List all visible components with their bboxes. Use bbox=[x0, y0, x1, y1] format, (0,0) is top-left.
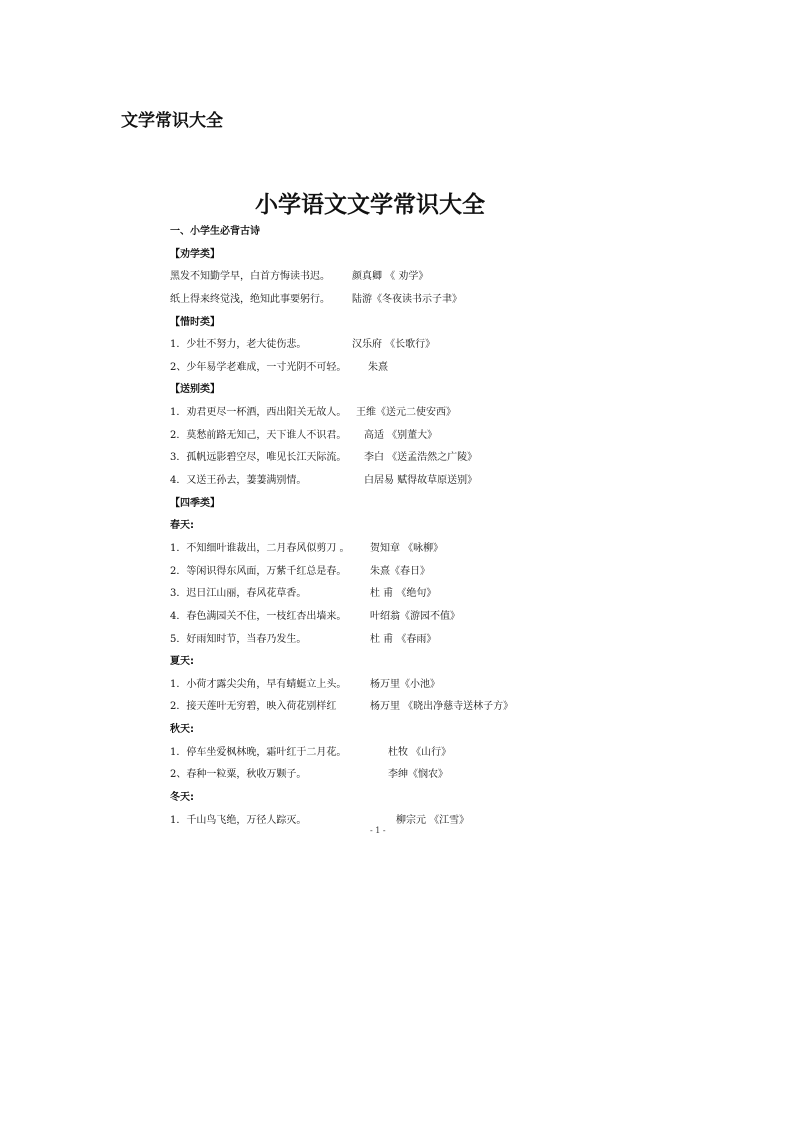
poem-attribution: 陆游《冬夜读书示子聿》 bbox=[352, 293, 462, 305]
poem-text: 1．千山鸟飞绝，万径人踪灭。 bbox=[170, 814, 307, 826]
header-title: 文学常识大全 bbox=[121, 111, 223, 131]
poem-attribution: 李绅《悯农》 bbox=[388, 769, 448, 781]
poem-attribution: 汉乐府 《长歌行》 bbox=[352, 339, 436, 351]
poem-attribution: 柳宗元 《江雪》 bbox=[396, 814, 470, 826]
season-label: 秋天: bbox=[170, 724, 194, 736]
poem-line bbox=[170, 334, 570, 357]
category-label: 【惜时类】 bbox=[170, 316, 220, 328]
poem-attribution: 白居易 赋得故草原送别》 bbox=[364, 475, 478, 487]
poem-attribution: 朱熹 bbox=[368, 361, 388, 373]
category-label: 【四季类】 bbox=[170, 497, 220, 509]
poem-line bbox=[170, 402, 570, 425]
poem-text: 2．莫愁前路无知己，天下谁人不识君。 bbox=[170, 429, 347, 441]
category-label: 【送别类】 bbox=[170, 384, 220, 396]
poem-attribution: 叶绍翁《游园不值》 bbox=[370, 610, 460, 622]
poem-line bbox=[170, 696, 570, 719]
poem-line bbox=[170, 629, 570, 652]
document-body bbox=[170, 221, 570, 832]
poem-line bbox=[170, 357, 570, 380]
poem-line bbox=[170, 674, 570, 697]
poem-text: 纸上得来终觉浅，绝知此事要躬行。 bbox=[170, 293, 330, 305]
poem-line bbox=[170, 289, 570, 312]
poem-text: 4．春色满园关不住，一枝红杏出墙来。 bbox=[170, 610, 347, 622]
poem-text: 2、少年易学老难成，一寸光阴不可轻。 bbox=[170, 361, 347, 373]
poem-line bbox=[170, 764, 570, 787]
poem-text: 1．少壮不努力，老大徒伤悲。 bbox=[170, 339, 307, 351]
poem-line bbox=[170, 447, 570, 470]
poem-attribution: 杜牧 《山行》 bbox=[388, 746, 452, 758]
page-number: - 1 - bbox=[370, 826, 386, 835]
poem-line bbox=[170, 606, 570, 629]
poem-attribution: 颜真卿 《 劝学》 bbox=[352, 271, 429, 283]
poem-line bbox=[170, 561, 570, 584]
poem-line bbox=[170, 538, 570, 561]
poem-text: 3．孤帆远影碧空尽，唯见长江天际流。 bbox=[170, 452, 347, 464]
poem-text: 1．劝君更尽一杯酒，西出阳关无故人。 bbox=[170, 407, 347, 419]
poem-text: 2、春种一粒粟，秋收万颗子。 bbox=[170, 769, 307, 781]
season-label: 夏天: bbox=[170, 656, 194, 668]
poem-text: 1．不知细叶谁裁出，二月春风似剪刀 。 bbox=[170, 542, 350, 554]
poem-line bbox=[170, 583, 570, 606]
section-heading: 一、小学生必背古诗 bbox=[170, 226, 260, 237]
poem-line bbox=[170, 425, 570, 448]
poem-text: 1．小荷才露尖尖角，早有蜻蜓立上头。 bbox=[170, 678, 347, 690]
poem-text: 2．等闲识得东风面，万紫千红总是春。 bbox=[170, 565, 347, 577]
poem-line bbox=[170, 470, 570, 493]
document-title: 小学语文文学常识大全 bbox=[255, 192, 485, 218]
poem-text: 3．迟日江山丽，春风花草香。 bbox=[170, 588, 307, 600]
poem-attribution: 杜 甫 《春雨》 bbox=[370, 633, 437, 645]
poem-text: 黑发不知勤学早，白首方悔读书迟。 bbox=[170, 271, 330, 283]
poem-attribution: 杨万里《小池》 bbox=[370, 678, 440, 690]
poem-line bbox=[170, 266, 570, 289]
poem-line bbox=[170, 742, 570, 765]
poem-attribution: 朱熹《春日》 bbox=[370, 565, 430, 577]
poem-attribution: 李白 《送孟浩然之广陵》 bbox=[364, 452, 478, 464]
poem-attribution: 高适 《别董大》 bbox=[364, 429, 438, 441]
season-label: 春天: bbox=[170, 520, 194, 532]
poem-text: 2．接天莲叶无穷碧，映入荷花别样红 bbox=[170, 701, 337, 713]
poem-text: 1．停车坐爱枫林晚，霜叶红于二月花。 bbox=[170, 746, 347, 758]
poem-attribution: 杜 甫 《绝句》 bbox=[370, 588, 437, 600]
poem-text: 5．好雨知时节，当春乃发生。 bbox=[170, 633, 307, 645]
poem-attribution: 王维《送元二使安西》 bbox=[356, 407, 456, 419]
season-label: 冬天: bbox=[170, 792, 194, 804]
poem-text: 4．又送王孙去，萋萋满别情。 bbox=[170, 475, 307, 487]
poem-attribution: 贺知章 《咏柳》 bbox=[370, 542, 444, 554]
poem-attribution: 杨万里 《晓出净慈寺送林子方》 bbox=[370, 701, 514, 713]
category-label: 【劝学类】 bbox=[170, 248, 220, 260]
